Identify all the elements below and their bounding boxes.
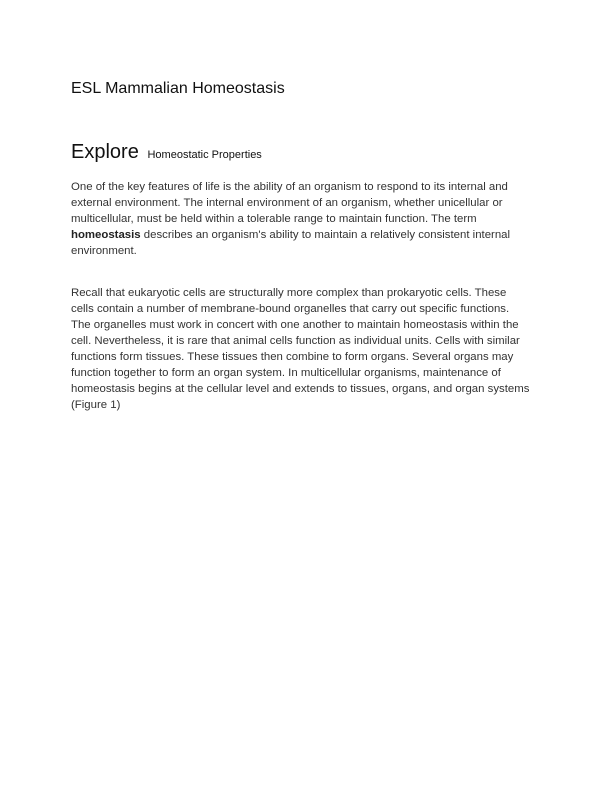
- intro-paragraph: [71, 179, 531, 259]
- section-heading: [71, 137, 262, 165]
- document-title: ESL Mammalian Homeostasis: [71, 80, 285, 97]
- section-heading-sub: Homeostatic Properties: [147, 149, 262, 161]
- cells-paragraph: Recall that eukaryotic cells are structurally more complex than prokaryotic cells. These cells contain a number of membrane-bound organelles that carry out specific functions. The organelles must work in concert with one another to maintain homeostasis within the cell. Nevertheless, it is rare that animal cells function as individual units. Cells with similar functions form tissues. These tissues then combine to form organs. Several organs may function together to form an organ system. In multicellular organisms, maintenance of homeostasis begins at the cellular level and extends to tissues, organs, and organ systems (Figure 1): [71, 287, 530, 411]
- section-heading-main: Explore: [71, 141, 139, 163]
- keyword-homeostasis: homeostasis: [71, 229, 141, 241]
- intro-paragraph-start: One of the key features of life is the ability of an organism to respond to its internal and external environment. The internal environment of an organism, whether unicellular or multicellular, must be held within a tolerable range to maintain function. The term: [71, 181, 508, 225]
- intro-paragraph-end: describes an organism's ability to maintain a relatively consistent internal environment.: [71, 229, 511, 257]
